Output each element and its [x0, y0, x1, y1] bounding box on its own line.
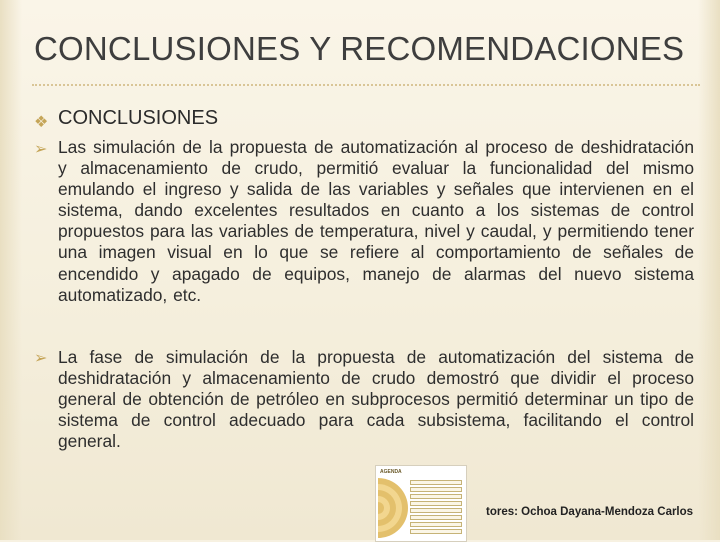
agenda-row	[410, 480, 462, 485]
conclusion-paragraph-2: La fase de simulación de la propuesta de automatización del sistema de deshidratación y almacenamiento de crudo demostró que dividir el proceso general de obtención de petróleo en subprocesos permitió determinar un tipo de sistema de control adecuado para cada subsistema, facilitando el control general.	[58, 347, 694, 452]
agenda-row	[410, 494, 462, 499]
agenda-thumbnail-title: AGENDA	[380, 469, 402, 475]
conclusion-paragraph-1: Las simulación de la propuesta de automatización al proceso de deshidratación y almacenamiento de crudo, permitió evaluar la funcionalidad del mismo emulando el ingreso y salida de las variables y señales que intervienen en el sistema, dando excelentes resultados en cuanto a los sistemas de control propuestos para las variables de temperatura, nivel y caudal, y permitiendo tener una imagen visual en lo que se refiere al comportamiento de señales de encendido y apagado de equipos, manejo de alarmas del nuevo sistema automatizado, etc.	[58, 137, 694, 305]
title-divider	[32, 84, 700, 86]
section-heading: CONCLUSIONES	[58, 107, 219, 129]
arrowhead-bullet-icon: ➢	[34, 350, 48, 367]
authors-credit: tores: Ochoa Dayana-Mendoza Carlos	[486, 506, 694, 518]
agenda-row	[410, 522, 462, 527]
agenda-row	[410, 501, 462, 506]
arrowhead-bullet-icon: ➢	[34, 141, 48, 158]
agenda-row	[410, 529, 462, 534]
diamond-fleur-bullet-icon: ❖	[34, 114, 49, 131]
agenda-semicircle-graphic	[378, 478, 414, 538]
left-edge-shading	[0, 0, 22, 540]
agenda-row	[410, 508, 462, 513]
agenda-thumbnail	[375, 465, 467, 542]
slide-title: CONCLUSIONES Y RECOMENDACIONES	[34, 30, 685, 67]
agenda-row	[410, 515, 462, 520]
agenda-row	[410, 487, 462, 492]
right-edge-shading	[698, 0, 720, 540]
